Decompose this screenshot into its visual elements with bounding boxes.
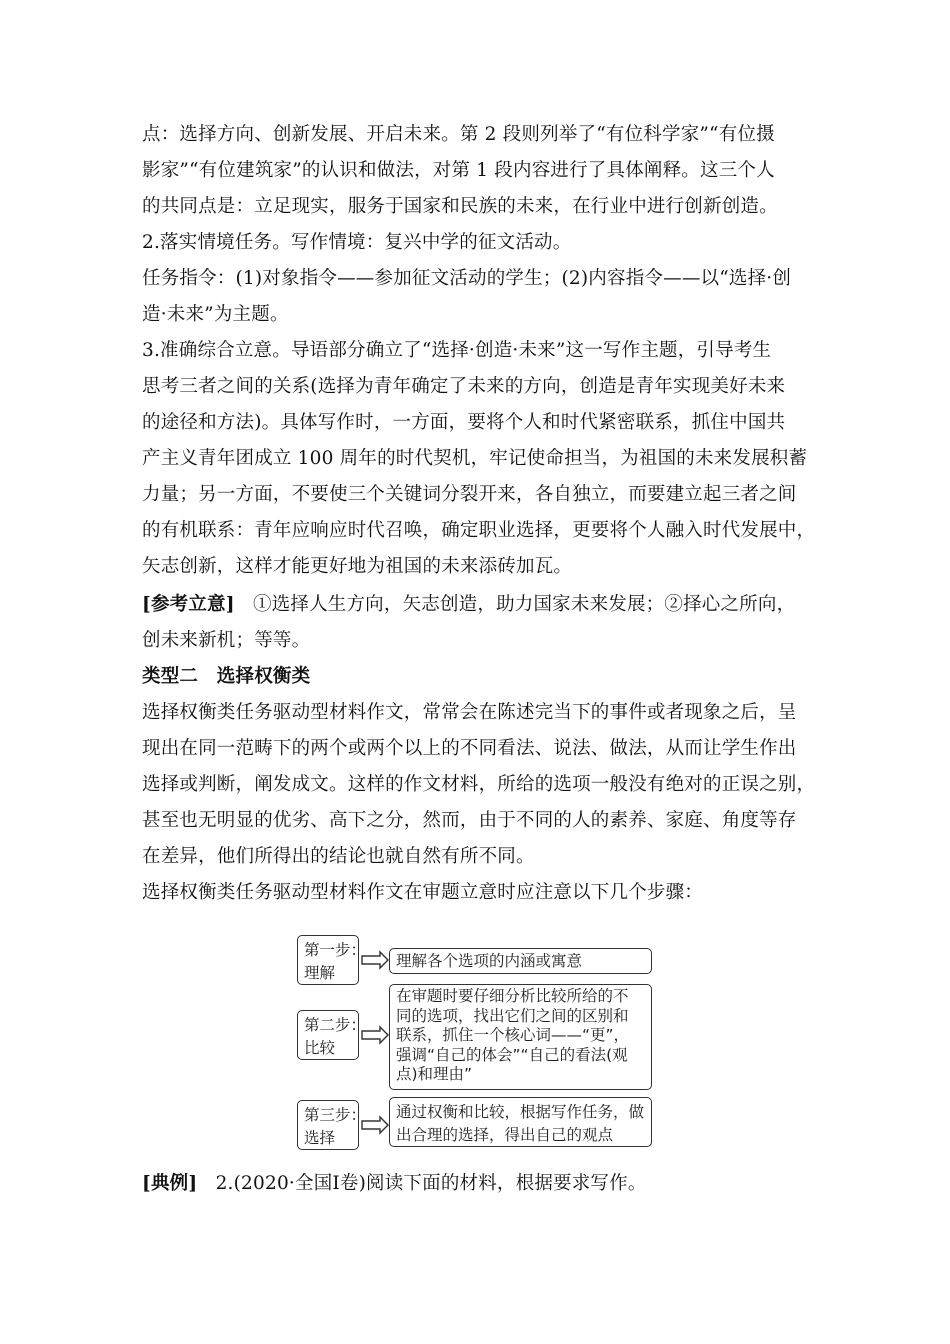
- step-1-desc: 理解各个选项的内涵或寓意: [396, 952, 583, 970]
- text-line: 选择权衡类任务驱动型材料作文在审题立意时应注意以下几个步骤：: [142, 882, 704, 903]
- step-3-desc-line: 通过权衡和比较，根据写作任务，做: [396, 1103, 645, 1121]
- text-line: 思考三者之间的关系(选择为青年确定了未来的方向，创造是青年实现美好未来: [142, 376, 786, 397]
- step-3-name: 选择: [304, 1129, 336, 1147]
- text-line: 点：选择方向、创新发展、开启未来。第 2 段则列举了“有位科学家”“有位摄: [142, 124, 775, 145]
- step-2-desc-line: 在审题时要仔细分析比较所给的不: [396, 987, 629, 1005]
- reference-label: [参考立意]: [142, 594, 235, 615]
- step-3-box: [297, 1100, 367, 1150]
- reference-line: [142, 592, 822, 618]
- text-line: 甚至也无明显的优劣、高下之分，然而，由于不同的人的素养、家庭、角度等存: [142, 810, 797, 831]
- text-line: 产主义青年团成立 100 周年的时代契机，牢记使命担当，为祖国的未来发展积蓄: [142, 448, 808, 469]
- text-line: 在差异，他们所得出的结论也就自然有所不同。: [142, 846, 535, 867]
- text-line: 选择权衡类任务驱动型材料作文，常常会在陈述完当下的事件或者现象之后，呈: [142, 702, 797, 723]
- text-line: 影家”“有位建筑家”的认识和做法，对第 1 段内容进行了具体阐释。这三个人: [142, 160, 775, 181]
- text-line: 选择或判断，阐发成文。这样的作文材料，所给的选项一般没有绝对的正误之别，: [142, 774, 816, 795]
- reference-line-2: 创未来新机；等等。: [142, 630, 311, 651]
- step-2-label: 第二步：: [304, 1016, 367, 1034]
- text-line: 现出在同一范畴下的两个或两个以上的不同看法、说法、做法，从而让学生作出: [142, 738, 797, 759]
- step-2-desc-line: 联系，抓住一个核心词——“更”，: [396, 1026, 630, 1044]
- reference-text: ①选择人生方向，矢志创造，助力国家未来发展；②择心之所向，: [252, 594, 796, 615]
- step-2-name: 比较: [304, 1039, 336, 1057]
- text-line: 力量；另一方面，不要使三个关键词分裂开来，各自独立，而要建立起三者之间: [142, 484, 797, 505]
- text-line: 2.落实情境任务。写作情境：复兴中学的征文活动。: [142, 232, 572, 253]
- text-line: 造·未来”为主题。: [142, 304, 289, 325]
- step-2-desc-line: 强调“自己的体会”“自己的看法(观: [396, 1045, 628, 1064]
- arrow-icon: [360, 1115, 390, 1135]
- arrow-icon: [360, 1025, 390, 1045]
- text-line: 任务指令：(1)对象指令——参加征文活动的学生；(2)内容指令——以“选择·创: [142, 268, 792, 289]
- step-2-desc-line: 同的选项，找出它们之间的区别和: [396, 1006, 629, 1025]
- text-line: 矢志创新，这样才能更好地为祖国的未来添砖加瓦。: [142, 556, 573, 577]
- step-2-desc-box: [389, 984, 652, 1090]
- example-text: 2.(2020·全国Ⅰ卷)阅读下面的材料，根据要求写作。: [215, 1173, 647, 1194]
- text-line: 的途径和方法)。具体写作时，一方面，要将个人和时代紧密联系，抓住中国共: [142, 412, 786, 433]
- step-2-box: [297, 1010, 367, 1060]
- arrow-icon: [360, 950, 390, 970]
- section-heading: 类型二 选择权衡类: [142, 666, 311, 687]
- text-line: 3.准确综合立意。导语部分确立了“选择·创造·未来”这一写作主题，引导考生: [142, 340, 772, 361]
- step-2-desc-line: 点)和理由”: [396, 1065, 473, 1083]
- step-1-desc-box: [389, 948, 652, 974]
- step-3-desc-line: 出合理的选择，得出自己的观点: [396, 1126, 614, 1144]
- example-line: [142, 1171, 822, 1197]
- example-label: [典例]: [142, 1173, 198, 1194]
- text-line: 的共同点是：立足现实，服务于国家和民族的未来，在行业中进行创新创造。: [142, 196, 778, 217]
- step-1-box: [297, 935, 367, 985]
- step-3-label: 第三步：: [304, 1106, 367, 1124]
- step-1-name: 理解: [304, 964, 336, 982]
- step-3-desc-box: [389, 1097, 652, 1147]
- step-1-label: 第一步：: [304, 941, 367, 959]
- text-line: 的有机联系：青年应响应时代召唤，确定职业选择，更要将个人融入时代发展中，: [142, 520, 816, 541]
